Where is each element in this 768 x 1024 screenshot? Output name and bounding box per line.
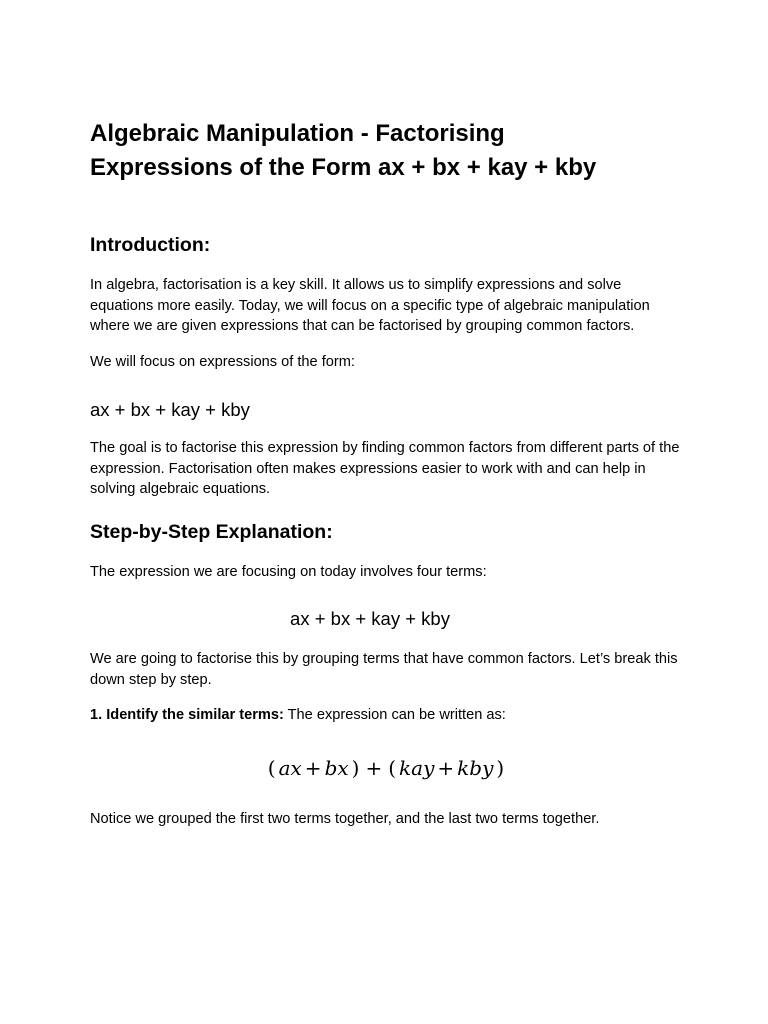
introduction-heading: Introduction: xyxy=(90,234,211,256)
step-by-step-heading: Step-by-Step Explanation: xyxy=(90,521,333,543)
math-term-kay: kay xyxy=(399,756,435,780)
math-term-bx: bx xyxy=(324,756,349,780)
four-terms-paragraph: The expression we are focusing on today involves four terms: xyxy=(90,564,487,580)
grouped-expression-math xyxy=(90,754,682,782)
step-1-label: 1. Identify the similar terms: xyxy=(90,707,284,723)
math-plus-1: + xyxy=(304,756,322,780)
math-term-ax: ax xyxy=(278,756,302,780)
document-title xyxy=(90,117,690,185)
step-1-paragraph xyxy=(90,705,682,726)
math-plus-2: + xyxy=(437,756,455,780)
step-1-text: The expression can be written as: xyxy=(283,707,506,723)
math-open-paren-2: ( xyxy=(388,756,397,780)
form-intro-paragraph: We will focus on expressions of the form: xyxy=(90,354,355,370)
math-close-paren-2: ) xyxy=(496,756,505,780)
math-close-paren-1: ) xyxy=(351,756,360,780)
goal-paragraph: The goal is to factorise this expression by finding common factors from different parts of the expression. Factorisation often makes expressions easier to work with and can help in solving algebraic equations. xyxy=(90,440,680,498)
notice-paragraph: Notice we grouped the first two terms together, and the last two terms together. xyxy=(90,811,600,827)
expression-centered: ax + bx + kay + kby xyxy=(290,608,450,629)
grouping-paragraph: We are going to factorise this by grouping terms that have common factors. Let’s break this down step by step. xyxy=(90,651,678,688)
math-open-paren-1: ( xyxy=(267,756,276,780)
math-term-kby: kby xyxy=(457,756,494,780)
math-plus-middle: + xyxy=(365,756,383,780)
title-line-1: Algebraic Manipulation - Factorising xyxy=(90,120,505,147)
expression-form: ax + bx + kay + kby xyxy=(90,399,250,420)
title-line-2: Expressions of the Form ax + bx + kay + kby xyxy=(90,154,597,181)
introduction-paragraph: In algebra, factorisation is a key skill. It allows us to simplify expressions and solve equations more easily. Today, we will focus on a specific type of algebraic manipulation where we are given expressions that can be factorised by grouping common factors. xyxy=(90,277,650,335)
